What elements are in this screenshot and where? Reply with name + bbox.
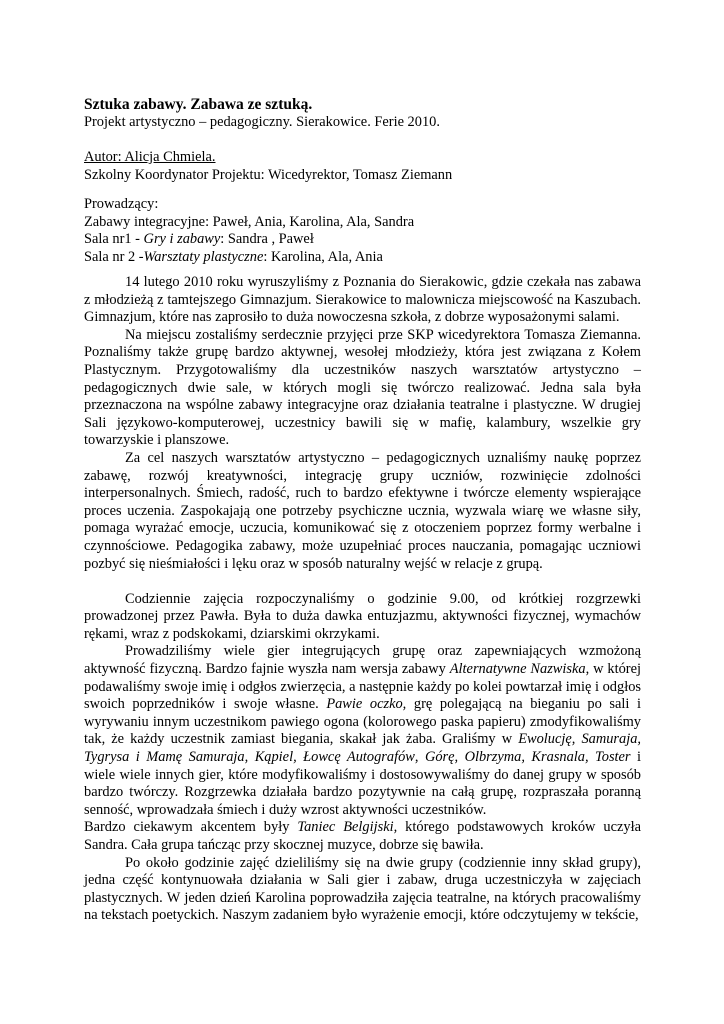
leaders-line-3-prefix: Sala nr 2 -: [84, 248, 144, 265]
leaders-line-3-italic: Warsztaty plastyczne: [143, 248, 264, 265]
paragraph-5-text-a: Prowadziliśmy wiele gier integrujących grupę oraz zapewniających wzmożoną aktywność fizyczną. Bardzo fajnie wyszła nam wersja zabawy: [84, 643, 641, 678]
paragraph-6: [84, 819, 641, 854]
document-title: Sztuka zabawy. Zabawa ze sztuką.: [84, 96, 313, 113]
leaders-line-2-suffix: : Sandra , Paweł: [220, 231, 314, 248]
paragraph-5-text-b: , w której podawaliśmy swoje imię i odgłos zwierzęcia, a następnie każdy po kolei powtarzał imię i odgłos swoich poprzedników i swoje własne.: [84, 661, 641, 713]
paragraph-5-italic-4: Górę, Olbrzyma, Krasnala, Toster: [424, 749, 631, 766]
paragraph-3: Za cel naszych warsztatów artystyczno – pedagogicznych uznaliśmy naukę poprzez zabawę, rozwój kreatywności, integrację grupy uczniów, rozwinięcie zdolności interpersonalnych. Śmiech, radość, ruch to bardzo efektywne i twórcze elementy wspierające proces uczenia. Zaspokajają one potrzeby psychiczne ucznia, wyzwala wiarę we własne siły, pomaga wyrażać emocje, uczucia, komunikować się z otoczeniem poprzez formy werbalne i czynnościowe. Pedagogika zabawy, może uzupełniać proces nauczania, pomagając uczniowi pozbyć się nieśmiałości i lęku oraz w sposób naturalny wejść w relacje z grupą.: [84, 449, 641, 572]
paragraph-6-text-a: Bardzo ciekawym akcentem były: [84, 819, 298, 836]
leaders-line-1: Zabawy integracyjne: Paweł, Ania, Karolina, Ala, Sandra: [84, 213, 415, 230]
paragraph-7: Po około godzinie zajęć dzieliliśmy się na dwie grupy (codziennie inny skład grupy), jedna część kontynuowała działania w Sali gier i zabaw, druga uczestniczyła w zajęciach plastycznych. W jeden dzień Karolina poprowadziła zajęcia teatralne, na których pracowaliśmy na tekstach poetyckich. Naszym zadaniem było wyrażenie emocji, które odczytujemy w tekście,: [84, 854, 641, 924]
author-line: Autor: Alicja Chmiela.: [84, 149, 216, 165]
paragraph-5-italic-3: Ewolucję, Samuraja, Tygrysa i Mamę Samuraja, Kąpiel, Łowcę Autografów: [84, 731, 642, 766]
paragraph-5: [84, 643, 641, 819]
leaders-heading: Prowadzący:: [84, 196, 159, 212]
body-block: [84, 274, 641, 925]
coordinator-line: Szkolny Koordynator Projektu: Wicedyrektor, Tomasz Ziemann: [84, 166, 453, 183]
paragraph-6-italic: Taniec Belgijski,: [297, 819, 398, 836]
paragraph-1: 14 lutego 2010 roku wyruszyliśmy z Poznania do Sierakowic, gdzie czekała nas zabawa z młodzieżą z tamtejszego Gimnazjum. Sierakowice to malownicza miejscowość na Kaszubach. Gimnazjum, które nas zaprosiło to duża nowoczesna szkoła, z dobrze wyposażonymi salami.: [84, 274, 641, 326]
author-block: [84, 149, 641, 184]
leaders-line-3: [84, 249, 641, 267]
paragraph-5-text-d: ,: [414, 749, 425, 766]
paragraph-6-text-b: którego podstawowych kroków uczyła Sandra. Cała grupa tańcząc przy skocznej muzyce, dobrze się bawiła.: [84, 819, 641, 853]
paragraph-5-text-c: grę polegającą na bieganiu po sali i wyrywaniu innym uczestnikom pawiego ogona (kolorowego paska papieru) zmodyfikowaliśmy tak, że każdy uczestnik zamiast biegania, skakał jak żaba. Graliśmy w: [84, 696, 641, 748]
leaders-line-2-prefix: Sala nr1 -: [84, 231, 144, 248]
paragraph-5-italic-2: Pawie oczko,: [326, 696, 407, 713]
document-subtitle: Projekt artystyczno – pedagogiczny. Sierakowice. Ferie 2010.: [84, 113, 440, 130]
paragraph-4: Codziennie zajęcia rozpoczynaliśmy o godzinie 9.00, od krótkiej rozgrzewki prowadzonej przez Pawła. Była to duża dawka entuzjazmu, aktywności fizycznej, wymachów rękami, wraz z podskokami, dziarskimi okrzykami.: [84, 590, 641, 642]
header-block: [84, 96, 641, 131]
paragraph-2: Na miejscu zostaliśmy serdecznie przyjęci prze SKP wicedyrektora Tomasza Ziemanna. Poznaliśmy także grupę bardzo aktywnej, wesołej młodzieży, która jest związana z Kołem Plastycznym. Przygotowaliśmy dla uczestników naszych warsztatów artystyczno – pedagogicznych dwie sale, w których mogli się twórczo realizować. Jedna sala była przeznaczona na wspólne zabawy integracyjne oraz działania teatralne i plastyczne. W drugiej Sali językowo-komputerowej, uczestnicy bawili się w mafię, kalambury, wszelkie gry towarzyskie i planszowe.: [84, 326, 641, 449]
leaders-line-3-suffix: : Karolina, Ala, Ania: [263, 248, 383, 265]
leaders-line-2-italic: Gry i zabawy: [143, 231, 221, 248]
blank-line: [84, 573, 641, 591]
leaders-block: [84, 196, 641, 266]
paragraph-5-italic-1: Alternatywne Nazwiska: [449, 661, 586, 678]
paragraph-5-text-e: i wiele wiele innych gier, które modyfikowaliśmy i dostosowywaliśmy do danej grupy w sposób bardzo twórczy. Rozgrzewka działała bardzo pozytywnie na całą grupę, rozpraszała poranną senność, wprowadzała śmiech i duży wzrost aktywności uczestników.: [84, 749, 641, 818]
leaders-line-2: [84, 231, 641, 249]
